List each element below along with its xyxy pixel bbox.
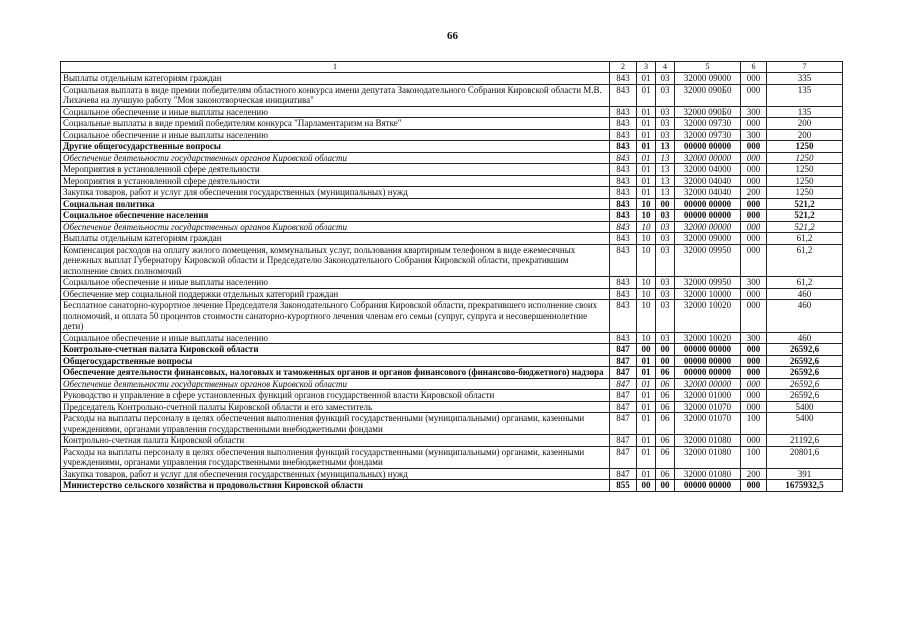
row-expense-type: 200: [741, 468, 767, 480]
table-row: [61, 233, 843, 245]
row-expense-type: 000: [741, 401, 767, 413]
row-amount: 20801,6: [767, 446, 843, 468]
row-section: 10: [637, 221, 656, 233]
row-name: Обеспечение мер социальной поддержки отдельных категорий граждан: [61, 288, 610, 300]
table-row: [61, 164, 843, 176]
row-section: 10: [637, 210, 656, 222]
row-expense-type: 000: [741, 480, 767, 492]
row-subsection: 13: [656, 187, 675, 199]
row-amount: 521,2: [767, 198, 843, 210]
column-header: 5: [675, 62, 741, 73]
row-expense-type: 100: [741, 446, 767, 468]
row-admin-code: 855: [610, 480, 637, 492]
row-subsection: 03: [656, 233, 675, 245]
row-expense-type: 000: [741, 367, 767, 379]
row-target-article: 00000 00000: [675, 367, 741, 379]
row-admin-code: 843: [610, 300, 637, 333]
page-number: 66: [447, 30, 458, 42]
column-header: 3: [637, 62, 656, 73]
row-amount: 391: [767, 468, 843, 480]
row-name: Социальное обеспечение и иные выплаты населению: [61, 106, 610, 118]
row-amount: 460: [767, 332, 843, 344]
table-row: [61, 175, 843, 187]
row-name: Руководство и управление в сфере установленных функций органов государственной власти Кировской области: [61, 390, 610, 402]
column-header: 1: [61, 62, 610, 73]
row-amount: 61,2: [767, 244, 843, 277]
row-amount: 5400: [767, 413, 843, 435]
row-target-article: 00000 00000: [675, 355, 741, 367]
row-expense-type: 000: [741, 73, 767, 85]
row-admin-code: 843: [610, 244, 637, 277]
row-amount: 521,2: [767, 221, 843, 233]
row-amount: 26592,6: [767, 344, 843, 356]
row-name: Социальное обеспечение и иные выплаты населению: [61, 332, 610, 344]
table-row: [61, 84, 843, 106]
row-admin-code: 847: [610, 378, 637, 390]
row-name: Социальное обеспечение и иные выплаты населению: [61, 277, 610, 289]
row-admin-code: 847: [610, 413, 637, 435]
row-section: 10: [637, 198, 656, 210]
row-subsection: 06: [656, 468, 675, 480]
row-name: Обеспечение деятельности государственных органов Кировской области: [61, 221, 610, 233]
row-target-article: 32000 01070: [675, 413, 741, 435]
table-row: [61, 468, 843, 480]
row-name: Компенсация расходов на оплату жилого помещения, коммунальных услуг, пользования квартирным телефоном в виде ежемесячных денежных выплат Губернатору Кировской области и Председателю Законодательного Собрания Кировской области, прекратившим исполнение своих полномочий: [61, 244, 610, 277]
table-row: [61, 413, 843, 435]
row-subsection: 03: [656, 73, 675, 85]
row-name: Социальное обеспечение и иные выплаты населению: [61, 129, 610, 141]
row-section: 10: [637, 300, 656, 333]
row-name: Мероприятия в установленной сфере деятельности: [61, 175, 610, 187]
row-subsection: 03: [656, 210, 675, 222]
row-name: Общегосударственные вопросы: [61, 355, 610, 367]
row-expense-type: 100: [741, 413, 767, 435]
row-amount: 21192,6: [767, 435, 843, 447]
row-amount: 1250: [767, 187, 843, 199]
row-target-article: 32000 04000: [675, 164, 741, 176]
row-target-article: 32000 01080: [675, 435, 741, 447]
row-section: 01: [637, 141, 656, 153]
row-name: Расходы на выплаты персоналу в целях обеспечения выполнения функций государственными (муниципальными) органами, казенными учреждениями, органами управления государственными внебюджетными фондами: [61, 446, 610, 468]
row-expense-type: 000: [741, 118, 767, 130]
row-name: Обеспечение деятельности финансовых, налоговых и таможенных органов и органов финансового (финансово-бюджетного) надзора: [61, 367, 610, 379]
row-admin-code: 843: [610, 118, 637, 130]
row-admin-code: 843: [610, 164, 637, 176]
row-admin-code: 847: [610, 468, 637, 480]
row-target-article: 00000 00000: [675, 198, 741, 210]
row-name: Социальная политика: [61, 198, 610, 210]
row-subsection: 06: [656, 367, 675, 379]
table-body: [61, 73, 843, 492]
row-subsection: 06: [656, 435, 675, 447]
row-target-article: 32000 090Б0: [675, 84, 741, 106]
row-expense-type: 000: [741, 344, 767, 356]
row-subsection: 00: [656, 355, 675, 367]
row-expense-type: 000: [741, 141, 767, 153]
table-row: [61, 344, 843, 356]
row-subsection: 03: [656, 300, 675, 333]
table-row: [61, 378, 843, 390]
row-admin-code: 847: [610, 355, 637, 367]
row-admin-code: 847: [610, 446, 637, 468]
row-target-article: 32000 09950: [675, 244, 741, 277]
row-amount: 135: [767, 106, 843, 118]
row-section: 01: [637, 378, 656, 390]
table-row: [61, 480, 843, 492]
row-admin-code: 847: [610, 390, 637, 402]
table-row: [61, 106, 843, 118]
row-subsection: 06: [656, 390, 675, 402]
row-expense-type: 000: [741, 164, 767, 176]
table-row: [61, 210, 843, 222]
row-name: Социальная выплата в виде премии победителям областного конкурса имени депутата Законодательного Собрания Кировской области М.В. Лихачева на лучшую работу "Моя законотворческая инициатива": [61, 84, 610, 106]
table-row: [61, 435, 843, 447]
row-admin-code: 843: [610, 221, 637, 233]
row-target-article: 32000 09000: [675, 233, 741, 245]
row-section: 01: [637, 187, 656, 199]
row-target-article: 00000 00000: [675, 210, 741, 222]
row-section: 01: [637, 84, 656, 106]
row-section: 10: [637, 332, 656, 344]
row-section: 01: [637, 390, 656, 402]
row-target-article: 00000 00000: [675, 344, 741, 356]
row-name: Обеспечение деятельности государственных органов Кировской области: [61, 378, 610, 390]
row-target-article: 32000 01000: [675, 390, 741, 402]
row-target-article: 32000 10000: [675, 288, 741, 300]
row-expense-type: 000: [741, 198, 767, 210]
row-section: 01: [637, 118, 656, 130]
row-name: Министерство сельского хозяйства и продовольствия Кировской области: [61, 480, 610, 492]
row-section: 01: [637, 413, 656, 435]
row-subsection: 13: [656, 152, 675, 164]
row-section: 00: [637, 344, 656, 356]
row-admin-code: 843: [610, 141, 637, 153]
row-admin-code: 843: [610, 198, 637, 210]
row-section: 01: [637, 106, 656, 118]
row-subsection: 00: [656, 480, 675, 492]
row-subsection: 06: [656, 413, 675, 435]
table-row: [61, 221, 843, 233]
row-amount: 521,2: [767, 210, 843, 222]
row-admin-code: 843: [610, 332, 637, 344]
row-target-article: 32000 01070: [675, 401, 741, 413]
row-target-article: 32000 090Б0: [675, 106, 741, 118]
table-header-row: [61, 62, 843, 73]
row-expense-type: 000: [741, 152, 767, 164]
row-admin-code: 843: [610, 106, 637, 118]
row-target-article: 32000 10020: [675, 332, 741, 344]
table-row: [61, 390, 843, 402]
row-section: 01: [637, 468, 656, 480]
row-subsection: 03: [656, 106, 675, 118]
table-row: [61, 73, 843, 85]
row-subsection: 06: [656, 378, 675, 390]
row-section: 01: [637, 401, 656, 413]
row-name: Бесплатное санаторно-курортное лечение Председателя Законодательного Собрания Кировской области, прекратившего исполнение своих полномочий, и оплата 50 процентов стоимости санаторно-курортного лечения членам его семьи (супруг, супруга и несовершеннолетние дети): [61, 300, 610, 333]
table-row: [61, 300, 843, 333]
row-section: 10: [637, 277, 656, 289]
row-expense-type: 000: [741, 233, 767, 245]
row-section: 01: [637, 175, 656, 187]
row-admin-code: 847: [610, 401, 637, 413]
row-amount: 1250: [767, 152, 843, 164]
row-expense-type: 000: [741, 378, 767, 390]
row-target-article: 32000 01080: [675, 468, 741, 480]
row-subsection: 03: [656, 129, 675, 141]
table-row: [61, 141, 843, 153]
row-subsection: 03: [656, 332, 675, 344]
row-admin-code: 843: [610, 73, 637, 85]
row-expense-type: 300: [741, 277, 767, 289]
row-amount: 200: [767, 129, 843, 141]
row-target-article: 32000 00000: [675, 378, 741, 390]
row-subsection: 06: [656, 446, 675, 468]
row-admin-code: 843: [610, 187, 637, 199]
table-row: [61, 118, 843, 130]
row-target-article: 32000 01080: [675, 446, 741, 468]
row-expense-type: 300: [741, 129, 767, 141]
row-subsection: 03: [656, 244, 675, 277]
row-section: 10: [637, 288, 656, 300]
row-name: Контрольно-счетная палата Кировской области: [61, 435, 610, 447]
row-expense-type: 000: [741, 175, 767, 187]
row-expense-type: 300: [741, 106, 767, 118]
table-row: [61, 355, 843, 367]
row-name: Другие общегосударственные вопросы: [61, 141, 610, 153]
row-expense-type: 000: [741, 210, 767, 222]
row-section: 10: [637, 233, 656, 245]
row-admin-code: 843: [610, 288, 637, 300]
row-target-article: 00000 00000: [675, 141, 741, 153]
row-target-article: 32000 10020: [675, 300, 741, 333]
budget-table: [60, 61, 843, 492]
table-row: [61, 152, 843, 164]
row-admin-code: 843: [610, 233, 637, 245]
row-amount: 26592,6: [767, 355, 843, 367]
row-name: Выплаты отдельным категориям граждан: [61, 233, 610, 245]
column-header: 2: [610, 62, 637, 73]
row-amount: 1675932,5: [767, 480, 843, 492]
row-subsection: 13: [656, 175, 675, 187]
column-header: 6: [741, 62, 767, 73]
row-expense-type: 000: [741, 355, 767, 367]
row-subsection: 00: [656, 198, 675, 210]
row-subsection: 06: [656, 401, 675, 413]
row-expense-type: 200: [741, 187, 767, 199]
row-name: Социальные выплаты в виде премий победителям конкурса "Парламентаризм на Вятке": [61, 118, 610, 130]
row-section: 01: [637, 435, 656, 447]
row-admin-code: 843: [610, 129, 637, 141]
table-row: [61, 198, 843, 210]
row-expense-type: 000: [741, 300, 767, 333]
row-expense-type: 300: [741, 332, 767, 344]
column-header: 7: [767, 62, 843, 73]
row-subsection: 03: [656, 118, 675, 130]
row-amount: 200: [767, 118, 843, 130]
row-section: 01: [637, 129, 656, 141]
row-amount: 26592,6: [767, 390, 843, 402]
row-name: Выплаты отдельным категориям граждан: [61, 73, 610, 85]
row-section: 01: [637, 367, 656, 379]
row-amount: 26592,6: [767, 378, 843, 390]
row-section: 01: [637, 355, 656, 367]
row-amount: 135: [767, 84, 843, 106]
row-amount: 1250: [767, 164, 843, 176]
row-name: Обеспечение деятельности государственных органов Кировской области: [61, 152, 610, 164]
row-amount: 1250: [767, 141, 843, 153]
row-admin-code: 843: [610, 152, 637, 164]
column-header: 4: [656, 62, 675, 73]
table-row: [61, 401, 843, 413]
row-subsection: 03: [656, 277, 675, 289]
row-target-article: 32000 00000: [675, 221, 741, 233]
row-target-article: 32000 00000: [675, 152, 741, 164]
row-amount: 460: [767, 300, 843, 333]
row-amount: 1250: [767, 175, 843, 187]
row-subsection: 03: [656, 84, 675, 106]
row-expense-type: 000: [741, 288, 767, 300]
row-target-article: 32000 04040: [675, 175, 741, 187]
row-amount: 5400: [767, 401, 843, 413]
row-name: Закупка товаров, работ и услуг для обеспечения государственных (муниципальных) нужд: [61, 468, 610, 480]
row-section: 01: [637, 446, 656, 468]
row-subsection: 13: [656, 164, 675, 176]
row-amount: 460: [767, 288, 843, 300]
row-admin-code: 843: [610, 175, 637, 187]
row-subsection: 00: [656, 344, 675, 356]
row-admin-code: 843: [610, 277, 637, 289]
row-expense-type: 000: [741, 221, 767, 233]
row-subsection: 13: [656, 141, 675, 153]
row-target-article: 00000 00000: [675, 480, 741, 492]
row-amount: 61,2: [767, 277, 843, 289]
table-row: [61, 446, 843, 468]
row-target-article: 32000 09730: [675, 129, 741, 141]
row-section: 01: [637, 164, 656, 176]
row-admin-code: 847: [610, 367, 637, 379]
row-subsection: 03: [656, 288, 675, 300]
row-amount: 335: [767, 73, 843, 85]
row-name: Контрольно-счетная палата Кировской области: [61, 344, 610, 356]
row-name: Мероприятия в установленной сфере деятельности: [61, 164, 610, 176]
row-section: 10: [637, 244, 656, 277]
row-expense-type: 000: [741, 435, 767, 447]
table-row: [61, 187, 843, 199]
row-amount: 26592,6: [767, 367, 843, 379]
row-target-article: 32000 09950: [675, 277, 741, 289]
row-subsection: 03: [656, 221, 675, 233]
row-name: Закупка товаров, работ и услуг для обеспечения государственных (муниципальных) нужд: [61, 187, 610, 199]
row-admin-code: 843: [610, 84, 637, 106]
row-admin-code: 843: [610, 210, 637, 222]
row-section: 00: [637, 480, 656, 492]
row-section: 01: [637, 73, 656, 85]
row-admin-code: 847: [610, 435, 637, 447]
table-row: [61, 367, 843, 379]
table-row: [61, 288, 843, 300]
row-expense-type: 000: [741, 244, 767, 277]
row-expense-type: 000: [741, 390, 767, 402]
row-name: Председатель Контрольно-счетной палаты Кировской области и его заместитель: [61, 401, 610, 413]
table-row: [61, 332, 843, 344]
row-section: 01: [637, 152, 656, 164]
row-admin-code: 847: [610, 344, 637, 356]
row-target-article: 32000 09000: [675, 73, 741, 85]
table-row: [61, 244, 843, 277]
row-target-article: 32000 04040: [675, 187, 741, 199]
row-name: Расходы на выплаты персоналу в целях обеспечения выполнения функций государственными (муниципальными) органами, казенными учреждениями, органами управления государственными внебюджетными фондами: [61, 413, 610, 435]
row-expense-type: 000: [741, 84, 767, 106]
table-row: [61, 277, 843, 289]
row-name: Социальное обеспечение населения: [61, 210, 610, 222]
row-amount: 61,2: [767, 233, 843, 245]
row-target-article: 32000 09730: [675, 118, 741, 130]
table-row: [61, 129, 843, 141]
